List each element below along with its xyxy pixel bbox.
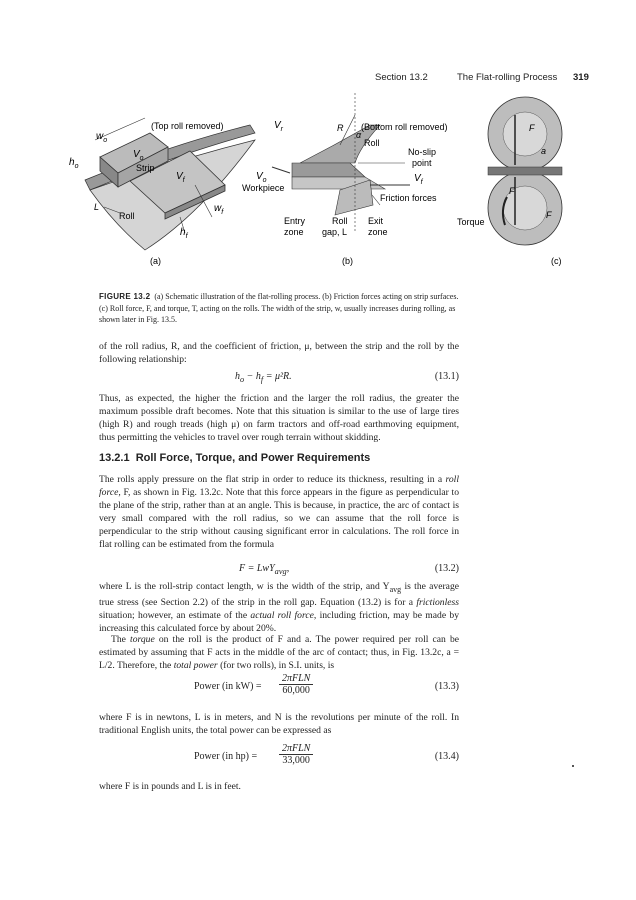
- equation-number: (13.2): [434, 563, 459, 574]
- panel-b-exit-1: Exit: [368, 216, 384, 226]
- panel-b-illustration: [272, 93, 410, 232]
- panel-b-point: point: [412, 158, 432, 168]
- panel-a-v0: $V_o$: [133, 149, 144, 162]
- equation-number: (13.1): [434, 371, 459, 382]
- equation-13-4: Power (in hp) = 2πFLN 33,000 (13.4): [194, 743, 459, 766]
- panel-a-vf: $V_f$: [176, 171, 185, 184]
- equation-13-3: Power (in kW) = 2πFLN 60,000 (13.3): [194, 673, 459, 696]
- panel-a-h0: $h_o$: [69, 157, 79, 170]
- header-title: The Flat-rolling Process: [457, 72, 558, 83]
- panel-a-w0: $w_o$: [96, 131, 108, 144]
- figure-13-2: [0, 85, 636, 285]
- paragraph-5: The torque on the roll is the product of F and a. The power required per roll can be estimated by assuming that F acts in the middle of the arc of contact; thus, in Fig. 13.2c, a = L/2. Therefore, the total power (for two rolls), in S.I. units, is: [99, 634, 459, 671]
- panel-a-hf: $h_f$: [180, 227, 188, 240]
- panel-b-roll-gap-2: gap, L: [322, 227, 348, 237]
- paragraph-1: of the roll radius, R, and the coefficient of friction, μ, between the strip and the roll by the following relationship:: [99, 341, 459, 365]
- panel-b-v0: $V_o$: [256, 171, 267, 184]
- panel-b-roll-gap-1: Roll: [332, 216, 348, 226]
- panel-b-friction: Friction forces: [380, 193, 437, 203]
- panel-c-F-top: F: [529, 123, 535, 133]
- panel-b-alpha: α: [356, 130, 362, 140]
- panel-c-illustration: [488, 97, 562, 245]
- page-number: 319: [573, 72, 589, 83]
- section-number: 13.2.1: [99, 452, 130, 464]
- header-section: Section 13.2: [375, 72, 428, 83]
- panel-b-vr: $V_r$: [274, 120, 284, 133]
- panel-b-workpiece: Workpiece: [242, 183, 285, 193]
- panel-b-entry-1: Entry: [284, 216, 306, 226]
- section-title: Roll Force, Torque, and Power Requirements: [135, 452, 371, 464]
- panel-c-label: (c): [551, 256, 562, 266]
- panel-c-torque: Torque: [457, 217, 485, 227]
- equation-number: (13.3): [434, 681, 459, 692]
- panel-a-strip: Strip: [136, 163, 155, 173]
- paragraph-3: The rolls apply pressure on the flat strip in order to reduce its thickness, resulting in a roll force, F, as shown in Fig. 13.2c. Note that this force appears in the figure as perpendicular to the plane of the strip, rather than at an angle. This is because, in practice, the arc of contact is very small compared with the roll radius, so we can assume that the roll force is perpendicular to the strip without causing significant error in calculations. The roll force in flat rolling can be estimated from the formula: [99, 474, 459, 550]
- panel-c-F-right: F: [546, 210, 552, 220]
- panel-a-illustration: [85, 118, 255, 250]
- equation-number: (13.4): [434, 751, 459, 762]
- panel-c-a: a: [541, 146, 547, 156]
- panel-a-roll: Roll: [119, 211, 135, 221]
- panel-a-top-label: (Top roll removed): [151, 121, 224, 131]
- panel-b-exit-2: zone: [368, 227, 388, 237]
- paragraph-4: where L is the roll-strip contact length, w is the width of the strip, and $Y_{avg}$ is the average true stress (see Section 2.2) of the strip in the roll gap. Equation (13.2) is for a frictionless situation; however, an estimate of the actual roll force, including friction, may be made by increasing this calculated force by about 20%.: [99, 581, 459, 634]
- panel-b-label: (b): [342, 256, 353, 266]
- figure-caption: [99, 291, 469, 326]
- panel-b-entry-2: zone: [284, 227, 304, 237]
- caption-label: FIGURE 13.2: [99, 292, 151, 301]
- caption-text: (a) Schematic illustration of the flat-rolling process. (b) Friction forces acting on strip surfaces. (c) Roll force, F, and torque, T, acting on the rolls. The width of the strip, w, usually increases during rolling, as shown later in Fig. 13.5.: [99, 292, 459, 324]
- panel-b-roll: Roll: [364, 138, 380, 148]
- section-heading: [99, 452, 370, 464]
- panel-b-no-slip: No-slip: [408, 147, 437, 157]
- panel-b-R: R: [337, 123, 344, 133]
- panel-a-wf: $w_f$: [214, 203, 224, 216]
- panel-b-bottom-label: (Bottom roll removed): [361, 122, 448, 132]
- panel-c-F-mid: F: [509, 186, 515, 196]
- panel-a-label: (a): [150, 256, 161, 266]
- paragraph-6: where F is in newtons, L is in meters, and N is the revolutions per minute of the roll. In traditional English units, the total power can be expressed as: [99, 712, 459, 736]
- scan-speck: [572, 765, 574, 767]
- paragraph-7: where F is in pounds and L is in feet.: [99, 781, 241, 792]
- panel-a-L: L: [94, 202, 100, 212]
- panel-b-vf: $V_f$: [414, 173, 423, 186]
- paragraph-2: Thus, as expected, the higher the friction and the larger the roll radius, the greater the maximum possible draft becomes. Note that this situation is similar to the use of large tires (high R) and rough treads (high μ) on farm tractors and off-road earthmoving equipment, thus permitting the vehicles to travel over rough terrain without skidding.: [99, 393, 459, 443]
